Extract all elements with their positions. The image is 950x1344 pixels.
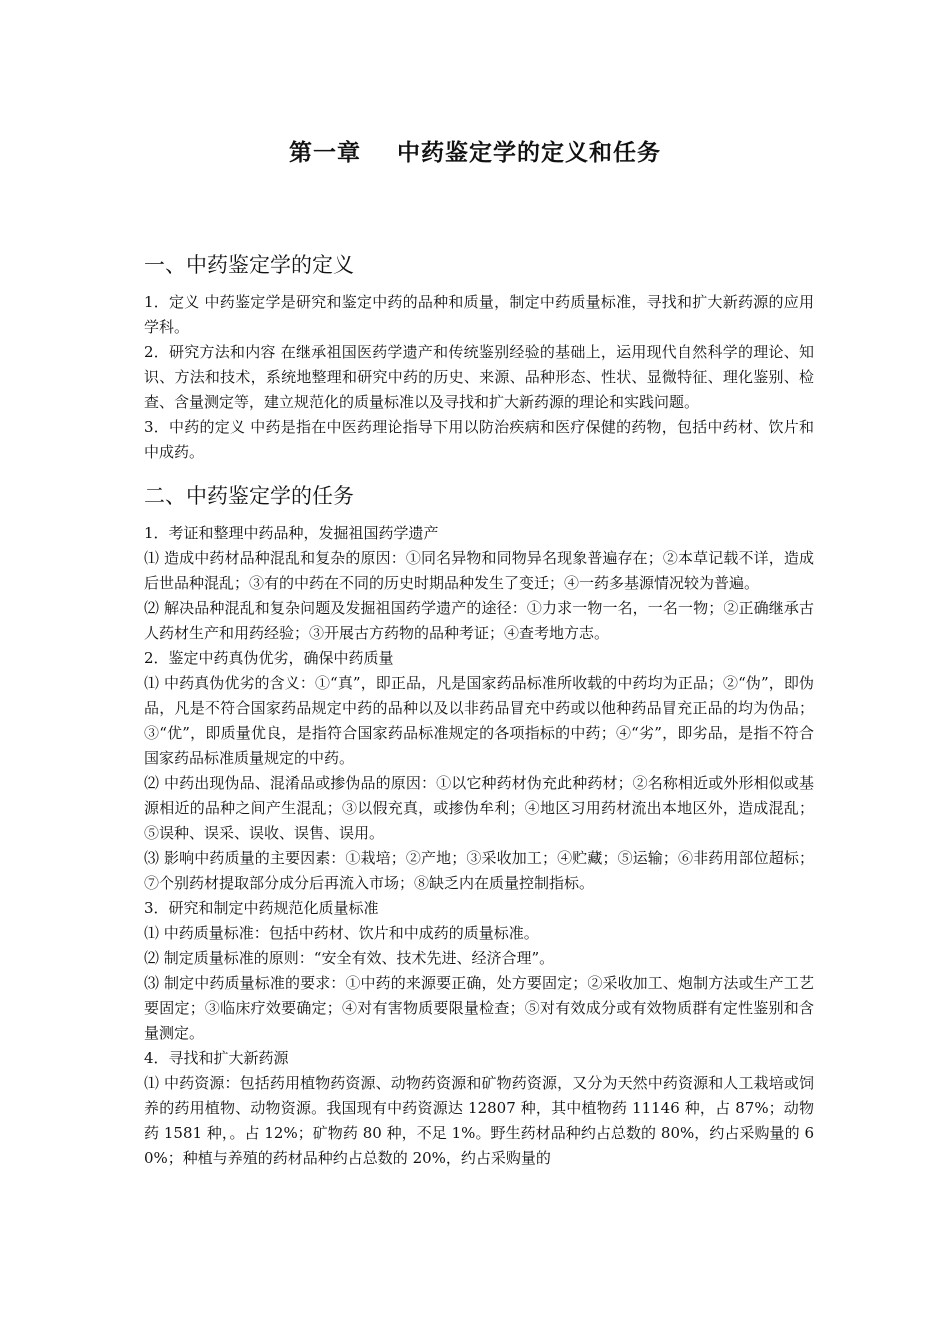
subheading: 2．鉴定中药真伪优劣，确保中药质量 <box>144 649 394 667</box>
paragraph: ⑴ 造成中药材品种混乱和复杂的原因：①同名异物和同物异名现象普遍存在；②本草记载不详，造成后世品种混乱；③有的中药在不同的历史时期品种发生了变迁；④一药多基源情况较为普遍。 <box>144 549 814 592</box>
chapter-title: 第一章 中药鉴定学的定义和任务 <box>288 140 662 166</box>
paragraph: 3．中药的定义 中药是指在中医药理论指导下用以防治疾病和医疗保健的药物，包括中药材、饮片和中成药。 <box>144 418 814 461</box>
subheading: 3．研究和制定中药规范化质量标准 <box>144 899 379 917</box>
paragraph: ⑴ 中药资源：包括药用植物药资源、动物药资源和矿物药资源，又分为天然中药资源和人工栽培或饲养的药用植物、动物资源。我国现有中药资源达 12807 种，其中植物药 11146 种，占 87%；动物药 1581 种，。占 12%；矿物药 80 种，不足 1%。野生药材品种约占总数的 80%，约占采购量的 60%；种植与养殖的药材品种约占总数的 20%，约占采购量的 <box>144 1074 814 1167</box>
subheading: 1．考证和整理中药品种，发掘祖国药学遗产 <box>144 524 439 542</box>
paragraph: ⑵ 制定质量标准的原则：“安全有效、技术先进、经济合理”。 <box>144 949 555 967</box>
paragraph: 2．研究方法和内容 在继承祖国医药学遗产和传统鉴别经验的基础上，运用现代自然科学的理论、知识、方法和技术，系统地整理和研究中药的历史、来源、品种形态、性状、显微特征、理化鉴别、检查、含量测定等，建立规范化的质量标准以及寻找和扩大新药源的理论和实践问题。 <box>144 343 814 411</box>
paragraph: ⑴ 中药真伪优劣的含义：①“真”，即正品，凡是国家药品标准所收载的中药均为正品；②“伪”，即伪品，凡是不符合国家药品规定中药的品种以及以非药品冒充中药或以他种药品冒充正品的均为伪品；③“优”，即质量优良，是指符合国家药品标准规定的各项指标的中药；④“劣”，即劣品，是指不符合国家药品标准质量规定的中药。 <box>144 674 814 767</box>
section-heading: 一、中药鉴定学的定义 <box>144 253 354 277</box>
paragraph: ⑴ 中药质量标准：包括中药材、饮片和中成药的质量标准。 <box>144 924 539 942</box>
paragraph: 1．定义 中药鉴定学是研究和鉴定中药的品种和质量，制定中药质量标准，寻找和扩大新药源的应用学科。 <box>144 293 814 336</box>
document-body <box>144 250 814 1171</box>
section-definition <box>144 250 814 465</box>
section-tasks <box>144 481 814 1171</box>
paragraph: ⑶ 制定中药质量标准的要求：①中药的来源要正确，处方要固定；②采收加工、炮制方法或生产工艺要固定；③临床疗效要确定；④对有害物质要限量检查；⑤对有效成分或有效物质群有定性鉴别和含量测定。 <box>144 974 814 1042</box>
paragraph: ⑶ 影响中药质量的主要因素：①栽培；②产地；③采收加工；④贮藏；⑤运输；⑥非药用部位超标；⑦个别药材提取部分成分后再流入市场；⑧缺乏内在质量控制指标。 <box>144 849 814 892</box>
paragraph: ⑵ 解决品种混乱和复杂问题及发掘祖国药学遗产的途径：①力求一物一名，一名一物；②正确继承古人药材生产和用药经验；③开展古方药物的品种考证；④查考地方志。 <box>144 599 814 642</box>
section-heading: 二、中药鉴定学的任务 <box>144 484 354 508</box>
subheading: 4．寻找和扩大新药源 <box>144 1049 289 1067</box>
paragraph: ⑵ 中药出现伪品、混淆品或掺伪品的原因：①以它种药材伪充此种药材；②名称相近或外形相似或基源相近的品种之间产生混乱；③以假充真，或掺伪牟利；④地区习用药材流出本地区外，造成混乱；⑤误种、误采、误收、误售、误用。 <box>144 774 814 842</box>
